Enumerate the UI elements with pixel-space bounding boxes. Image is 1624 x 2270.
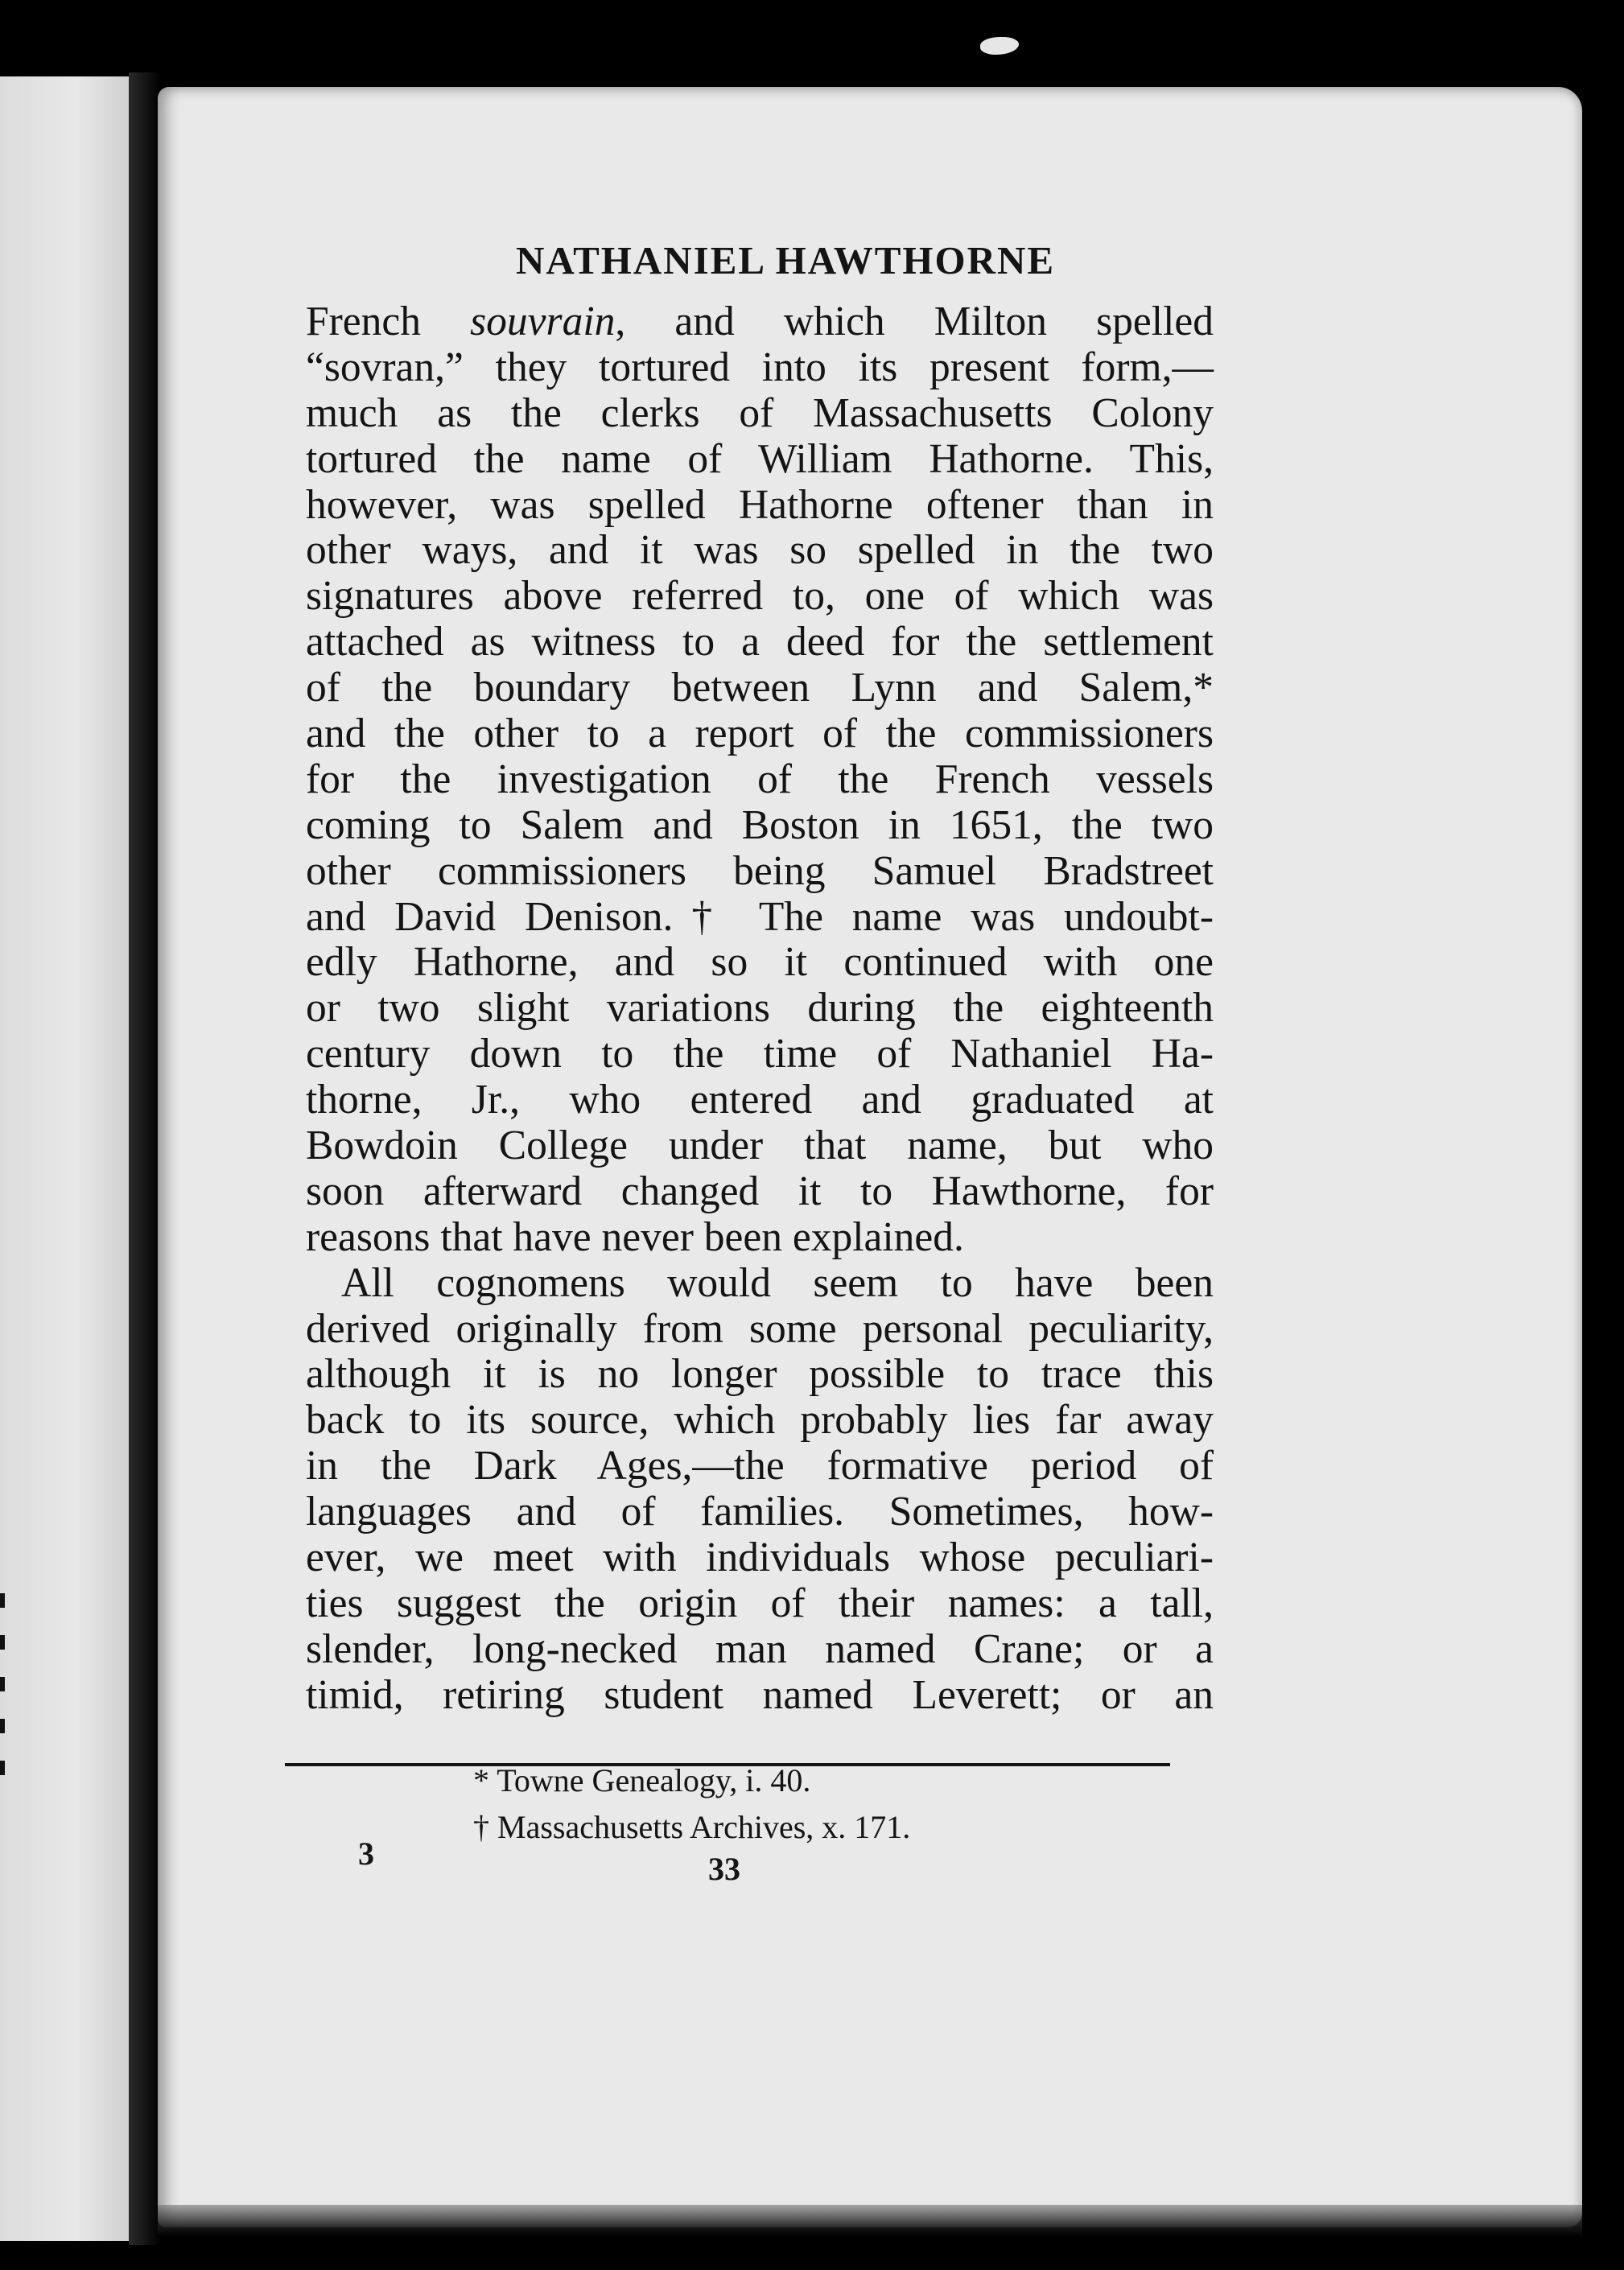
body-line: timid, retiring student named Leverett; or an xyxy=(306,1671,1214,1718)
body-line: much as the clerks of Massachusetts Colony xyxy=(306,389,1214,436)
dust-speck xyxy=(980,37,1019,55)
body-line: attached as witness to a deed for the settlement xyxy=(306,619,1214,665)
body-line: for the investigation of the French vessels xyxy=(306,756,1214,802)
book-gutter xyxy=(129,72,161,2245)
body-line: back to its source, which probably lies far away xyxy=(306,1397,1214,1444)
body-line: in the Dark Ages,—the formative period of xyxy=(306,1443,1214,1489)
body-line: of the boundary between Lynn and Salem,* xyxy=(306,665,1214,711)
body-line: languages and of families. Sometimes, how- xyxy=(306,1489,1214,1535)
body-line: derived originally from some personal peculiarity, xyxy=(306,1305,1214,1352)
facing-page-edge xyxy=(0,76,129,2241)
footnote: * Towne Genealogy, i. 40. xyxy=(473,1762,811,1798)
body-line: or two slight variations during the eighteenth xyxy=(306,985,1214,1032)
facing-page-text-fragments xyxy=(0,1593,11,1802)
body-line: and David Denison.† The name was undoubt- xyxy=(306,893,1214,940)
page-bottom-shadow xyxy=(158,2205,1582,2237)
running-head: NATHANIEL HAWTHORNE xyxy=(515,238,1056,282)
body-line: edly Hathorne, and so it continued with one xyxy=(306,939,1214,986)
body-line: All cognomens would seem to have been xyxy=(341,1259,1214,1306)
body-line: other ways, and it was so spelled in the two xyxy=(306,527,1214,574)
body-line: although it is no longer possible to trace this xyxy=(306,1351,1214,1398)
body-line: French souvrain, and which Milton spelled xyxy=(306,299,1214,344)
body-line: coming to Salem and Boston in 1651, the two xyxy=(306,801,1214,848)
body-line: reasons that have never been explained. xyxy=(306,1213,964,1260)
body-line: ever, we meet with individuals whose peculiari- xyxy=(306,1535,1214,1581)
body-line: soon afterward changed it to Hawthorne, for xyxy=(306,1168,1214,1214)
body-line: Bowdoin College under that name, but who xyxy=(306,1123,1214,1169)
body-line: and the other to a report of the commissioners xyxy=(306,711,1214,757)
body-line: slender, long-necked man named Crane; or a xyxy=(306,1625,1214,1672)
body-line: “sovran,” they tortured into its present form,— xyxy=(306,344,1214,390)
body-line: century down to the time of Nathaniel Ha- xyxy=(306,1031,1214,1077)
body-line: however, was spelled Hathorne oftener than in xyxy=(306,481,1214,528)
body-line: signatures above referred to, one of which was xyxy=(306,573,1214,620)
body-line: thorne, Jr., who entered and graduated at xyxy=(306,1077,1214,1123)
page-number: 33 xyxy=(708,1851,740,1887)
body-line: tortured the name of William Hathorne. This, xyxy=(306,435,1214,482)
body-text xyxy=(306,299,1214,1719)
body-line: other commissioners being Samuel Bradstreet xyxy=(306,847,1214,894)
footnotes xyxy=(473,1757,910,1851)
body-line: ties suggest the origin of their names: a tall, xyxy=(306,1580,1214,1626)
italic-word: souvrain xyxy=(470,299,616,344)
footnote: † Massachusetts Archives, x. 171. xyxy=(473,1809,911,1845)
signature-mark: 3 xyxy=(358,1835,374,1872)
